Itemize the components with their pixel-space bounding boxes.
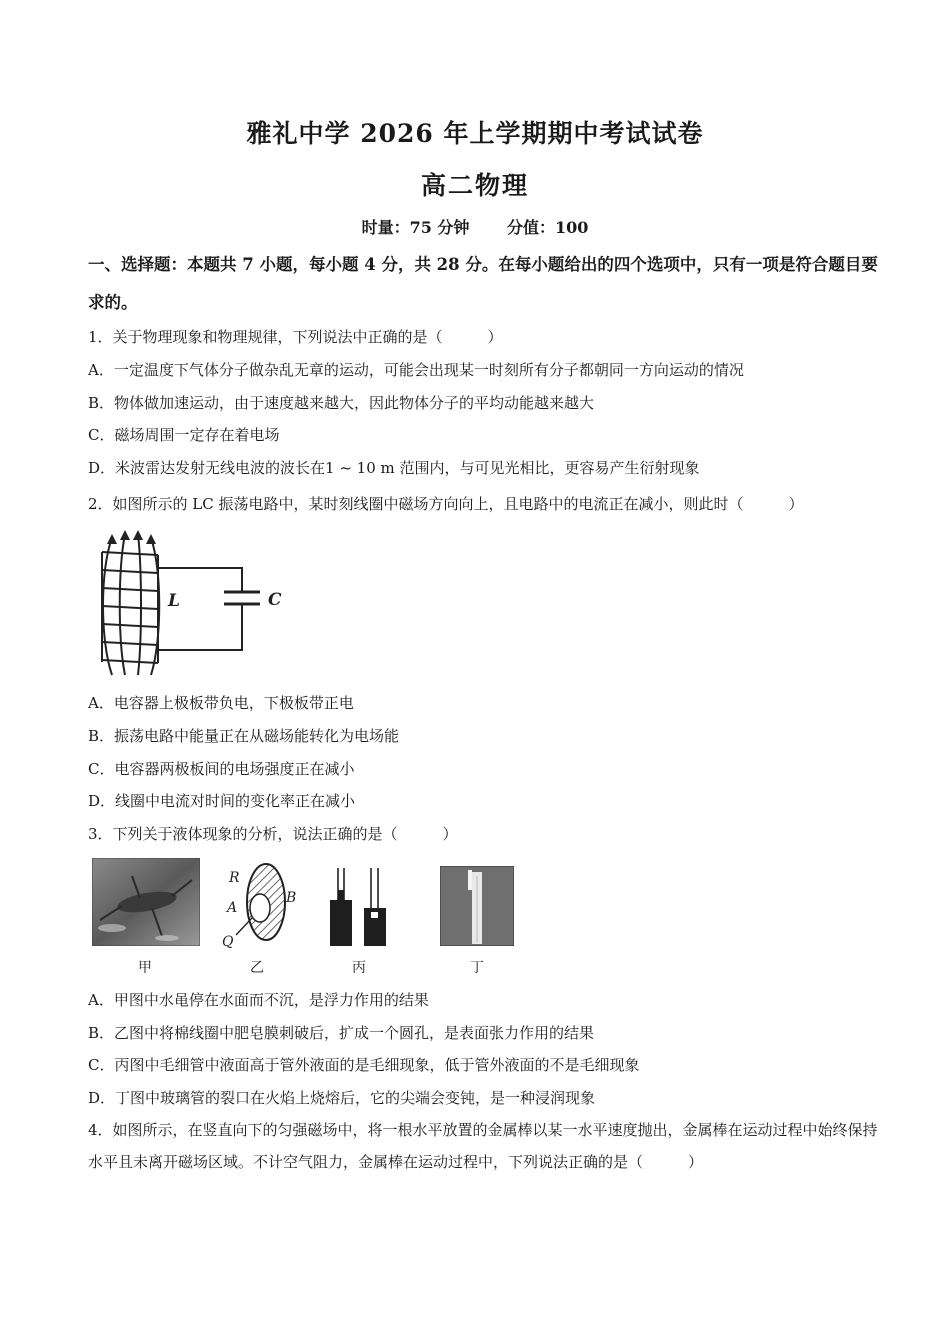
subject-title: 高二物理 xyxy=(420,171,529,200)
soap-film-figure xyxy=(222,860,300,950)
water-strider-photo xyxy=(92,858,200,946)
lc-circuit-figure xyxy=(92,530,292,680)
capillary-tubes-figure xyxy=(328,864,390,948)
q1-stem: 1．关于物理现象和物理规律，下列说法中正确的是（ ） xyxy=(88,328,503,346)
capacitor-label: C xyxy=(268,590,282,610)
exam-meta xyxy=(0,215,950,238)
time-limit: 时量：75 分钟 xyxy=(361,218,470,237)
q3-option-b: B．乙图中将棉线圈中肥皂膜刺破后，扩成一个圆孔，是表面张力作用的结果 xyxy=(88,1024,595,1042)
point-r-label: R xyxy=(229,870,240,886)
inductor-label: L xyxy=(168,591,180,611)
q2-option-b: B．振荡电路中能量正在从磁场能转化为电场能 xyxy=(88,727,400,745)
q1-option-a: A．一定温度下气体分子做杂乱无章的运动，可能会出现某一时刻所有分子都朝同一方向运动的情况 xyxy=(88,361,744,379)
q2-option-a: A．电容器上极板带负电，下极板带正电 xyxy=(88,694,354,712)
q1-option-b: B．物体做加速运动，由于速度越来越大，因此物体分子的平均动能越来越大 xyxy=(88,394,595,412)
exam-title: 雅礼中学 2026 年上学期期中考试试卷 xyxy=(246,119,704,148)
figure-caption-jia: 甲 xyxy=(138,960,152,976)
q1-option-d: D．米波雷达发射无线电波的波长在1 ~ 10 m 范围内，与可见光相比，更容易产生衍射现象 xyxy=(88,459,700,477)
q3-option-a: A．甲图中水黾停在水面而不沉，是浮力作用的结果 xyxy=(88,991,429,1009)
point-b-label: B xyxy=(286,890,297,906)
figure-caption-ding: 丁 xyxy=(470,960,484,976)
total-score: 分值：100 xyxy=(507,218,589,237)
glass-tube-photo xyxy=(440,866,514,946)
figure-caption-bing: 丙 xyxy=(352,960,366,976)
point-a-label: A xyxy=(227,900,238,916)
q4-stem: 4．如图所示，在竖直向下的匀强磁场中，将一根水平放置的金属棒以某一水平速度抛出，金属棒在运动过程中始终保持水平且未离开磁场区域。不计空气阻力，金属棒在运动过程中，下列说法正确的是（ ） xyxy=(88,1121,878,1171)
q1-option-c: C．磁场周围一定存在着电场 xyxy=(88,426,280,444)
point-q-label: Q xyxy=(222,934,234,950)
section-heading: 一、选择题：本题共 7 小题，每小题 4 分，共 28 分。在每小题给出的四个选项中，只有一项是符合题目要求的。 xyxy=(88,255,878,312)
q3-stem: 3．下列关于液体现象的分析，说法正确的是（ ） xyxy=(88,825,458,843)
figure-caption-yi: 乙 xyxy=(250,960,264,976)
q3-option-c: C．丙图中毛细管中液面高于管外液面的是毛细现象，低于管外液面的不是毛细现象 xyxy=(88,1056,640,1074)
q2-stem: 2．如图所示的 LC 振荡电路中，某时刻线圈中磁场方向向上，且电路中的电流正在减小，则此时（ ） xyxy=(88,495,804,513)
q3-option-d: D．丁图中玻璃管的裂口在火焰上烧熔后，它的尖端会变钝，是一种浸润现象 xyxy=(88,1089,596,1107)
q2-option-d: D．线圈中电流对时间的变化率正在减小 xyxy=(88,792,356,810)
q2-option-c: C．电容器两极板间的电场强度正在减小 xyxy=(88,760,355,778)
